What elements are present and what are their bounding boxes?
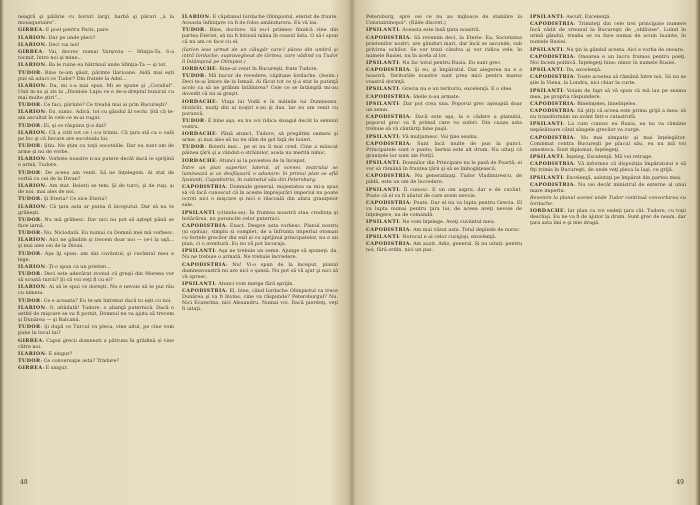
- speaker-name: IORDACHE: [182, 131, 217, 138]
- dialogue-paragraph: [366, 86, 522, 92]
- dialogue-paragraph: [182, 27, 338, 45]
- dialogue-paragraph: [530, 208, 686, 226]
- speaker-name: CAPODISTRIA: [182, 184, 226, 191]
- dialogue-text: : Sunt încă multe de pus la punct. Principatele sunt o punte; Serbia este alt drum. Nu uitaţi că graniţele lor sunt ale Porţii.: [366, 140, 522, 159]
- speaker-name: ILARION: [18, 156, 46, 163]
- dialogue-paragraph: [530, 21, 686, 45]
- dialogue-paragraph: [366, 60, 522, 66]
- dialogue-text: : Domnule general, majestatea sa mi-a spus să vă facă cunoscut că în aceste împrejurări imperiul nu poate ocroti nici o mişcare şi nici o răscoală din afara graniţelor sale.: [182, 184, 338, 209]
- dialogue-text: : Bine-ai venit în Bucureşti, frate Tudore.: [216, 65, 319, 72]
- right-column-2: [530, 14, 686, 469]
- dialogue-paragraph: (Iarion iese urmat de un călugăr care-l păzea din umbră şi intră Iordache, supravegheat de Girbea, care vădind cu Tudor îl întâmpină pe Olimpiot.): [182, 46, 338, 65]
- dialogue-text: : Aici ne gândim și trecem doar noi — ce-i la uşă... şi mai ales cei de la Divan.: [18, 237, 174, 250]
- right-page: [366, 14, 686, 492]
- speaker-name: TUDOR: [18, 69, 41, 76]
- speaker-name: IPSILANTI: [366, 27, 400, 34]
- dialogue-paragraph: [182, 73, 338, 97]
- speaker-name: TUDOR: [182, 73, 205, 80]
- dialogue-paragraph: [18, 35, 174, 41]
- dialogue-text: : Ce faci, părinte? Ce treabă mai ai prin Bucureşti?: [40, 102, 168, 109]
- speaker-name: IPSILANTI: [366, 233, 400, 240]
- dialogue-paragraph: [18, 83, 174, 101]
- dialogue-text: : Că ţara asta ar putea fi începutul. Dar să nu te grăbeşti.: [18, 203, 174, 216]
- speaker-name: IORDACHE: [182, 98, 217, 105]
- speaker-name: TUDOR: [18, 216, 41, 223]
- dialogue-paragraph: [18, 237, 174, 249]
- speaker-name: TUDOR: [18, 169, 41, 176]
- dialogue-text: : Bine, doctore. Să nu-l primesc fiindcă vine din partea Eteriei, să nu fi întinsă mâna în ceasul ăsta. O să-i spun că nu am ce face cu el.: [182, 27, 338, 46]
- speaker-name: CAPODISTRIA: [530, 21, 574, 28]
- dialogue-paragraph: [530, 108, 686, 120]
- dialogue-paragraph: [18, 358, 174, 364]
- speaker-name: IPSILANTI: [366, 186, 400, 193]
- left-column-1: [18, 14, 174, 469]
- dialogue-paragraph: Între un plan superior, lateral, al scenei, teatrului se luminează și se desfășoară o adunare: în primul plan se află Ipsilanti, Capodistria, în cabinetul său din Petersburg.: [182, 164, 338, 184]
- speaker-name: IPSILANTI: [366, 160, 400, 167]
- dialogue-paragraph: [366, 67, 522, 85]
- dialogue-paragraph: [18, 351, 174, 357]
- dialogue-paragraph: [366, 134, 522, 140]
- dialogue-paragraph: [366, 234, 522, 240]
- dialogue-paragraph: [182, 262, 338, 280]
- dialogue-paragraph: [530, 182, 686, 194]
- speaker-name: CAPODISTRIA: [366, 93, 410, 100]
- dialogue-text: : Îl cunosc. E un om aspru, dar e de cuvânt. Poate că el va fi aliatul de care avem nevoie.: [366, 186, 522, 199]
- dialogue-text: : Nu mă grăbesc. Dar nici nu pot să aştept până se face iarnă.: [18, 216, 174, 229]
- dialogue-text: : Vlaţa lui Vodă e în mâinile lui Dumnezeu. Hotărât, mulţi din ai noştri s-au şi dus. Iar eu am venit cu poruncă.: [182, 98, 338, 117]
- dialogue-text: : E singur.: [42, 365, 68, 372]
- dialogue-text: : Onoarea e un lucru frumos pentru poeţi. Noi facem politică. Înţelegeţi bine: nimic în numele Rusiei.: [530, 53, 686, 66]
- dialogue-text: : Nu generalizaţi. Tudor Vladimirescu, de pildă, este un om de încredere.: [366, 173, 522, 186]
- dialogue-text: : Iar plan cu voi vedeţi ţara căt. Tudore, cu toţii deschişi. Eu ne va fi de ajutor la drum. Sunt grec de neam, dar ţara asta îmi e şi mie dragă.: [530, 208, 686, 227]
- speaker-name: GIRBEA: [18, 27, 43, 34]
- speaker-name: CAPODISTRIA: [366, 240, 410, 247]
- right-column-1: [366, 14, 522, 469]
- dialogue-paragraph: [366, 173, 522, 185]
- dialogue-text: : Da, mi s-a mai spus. Mi se spune şi „Coraliul". Unii m-au şi zis la „Dionisie Lupu ce e de-a-dreptul bunicul cu mai multe ştiri”...: [18, 82, 174, 101]
- dialogue-text: : Am stat. Boierii se tem. Şi de turci, şi de ruşi, şi de noi, mai ales de noi.: [18, 182, 174, 196]
- speaker-name: ILARION: [182, 14, 210, 20]
- dialogue-text: (citindu-se): În fruntea noastră stau credinţa şi hotărârea, nu poruncile celor puternici.: [182, 209, 338, 222]
- dialogue-text: : Bineînţeles, bineînţeles.: [573, 100, 637, 107]
- speaker-name: GIRBEA: [18, 48, 43, 55]
- dialogue-text: : Bine te-am găsit, părinte Ilarioane. Aidă mai eşti pus să aduci ce Tudor? Din fratele la Adel...: [18, 69, 174, 82]
- speaker-name: ILARION: [18, 34, 46, 41]
- dialogue-paragraph: [18, 217, 174, 229]
- speaker-name: CAPODISTRIA: [182, 261, 226, 268]
- dialogue-paragraph: [182, 248, 338, 260]
- dialogue-text: : O, altădată! Tudore, o alianţă puternică. Dacă o astfel de mişcare se va fi pornit, Domnul ne va ajuta să trecem şi Dunărea — şi Balcanii.: [18, 304, 174, 323]
- speaker-name: IPSILANTI: [530, 174, 564, 181]
- dialogue-paragraph: [18, 170, 174, 182]
- speaker-name: TUDOR: [182, 117, 205, 124]
- speaker-name: CAPODISTRIA: [366, 114, 410, 121]
- dialogue-paragraph: [18, 109, 174, 121]
- dialogue-paragraph: [530, 121, 686, 133]
- dialogue-text: : Exact. Despre asta vorbesc. Planul nostru (și opinia), simplu și complet, de a înfrunta imperiul otoman cu forțele grecilor din exil și cu sprijinul principatelor, nu e un plan, ci o aventură. Eu nu vă pot încuraja.: [182, 222, 338, 248]
- dialogue-text: : Înţeleg, Excelenţă. Mă voi retrage.: [563, 154, 653, 161]
- speaker-name: ILARION: [18, 62, 46, 69]
- dialogue-text: : La cum cunosc eu Rusia, ea nu va rămâne nepăsătoare când sângele grecilor va curge.: [530, 121, 686, 134]
- dialogue-paragraph: [366, 14, 522, 26]
- dialogue-paragraph: [366, 27, 522, 33]
- dialogue-text: : Şi Eteria? Ce zice Eteria?: [40, 196, 107, 203]
- dialogue-paragraph: [530, 74, 686, 86]
- dialogue-text: : Şi eu, şi împăratul. Dar alegerea nu e a noastră. Teritoriile noastre sunt prea mici pentru marea voastră dorinţă.: [366, 67, 522, 86]
- dialogue-paragraph: Revenim la planul scenei unde Tudor continuă convorbirea cu Iordache.: [530, 195, 686, 208]
- speaker-name: ILARION: [18, 41, 46, 48]
- dialogue-paragraph: [366, 241, 522, 253]
- dialogue-text: : Da, excelenţă.: [563, 67, 602, 74]
- dialogue-text: : Aşa îţi spun: am dat cuvântul; şi cuvântul meu e lege.: [18, 250, 174, 263]
- speaker-name: CAPODISTRIA: [530, 53, 574, 60]
- dialogue-text: : Dar pot crea una. Poporul grec aşteaptă doar un semn.: [366, 100, 522, 113]
- dialogue-paragraph: [530, 54, 686, 66]
- dialogue-text: : Să ştiţi că aceea este prima grijă a mea: să nu transformăm un avânt într-o catastrofă.: [530, 108, 686, 121]
- dialogue-text: : Capul grecii domnești a pătruns în grădină și vine către noi.: [18, 337, 174, 350]
- speaker-name: IPSILANTI: [182, 280, 216, 287]
- dialogue-paragraph: [18, 204, 174, 216]
- dialogue-paragraph: [530, 135, 686, 153]
- speaker-name: ILARION: [18, 263, 46, 270]
- speaker-name: TUDOR: [182, 27, 205, 34]
- speaker-name: TUDOR: [18, 358, 41, 365]
- speaker-name: TUDOR: [18, 271, 41, 278]
- speaker-name: IPSILANTI: [366, 59, 400, 66]
- speaker-name: ILARION: [18, 129, 46, 136]
- dialogue-paragraph: [18, 365, 174, 371]
- dialogue-paragraph: [530, 88, 686, 100]
- speaker-name: CAPODISTRIA: [530, 181, 574, 188]
- dialogue-paragraph: [18, 70, 174, 82]
- speaker-name: TUDOR: [18, 250, 41, 257]
- speaker-name: GIRBEA: [18, 337, 43, 344]
- dialogue-paragraph: [18, 62, 174, 68]
- dialogue-paragraph: [18, 123, 174, 129]
- speaker-name: TUDOR: [18, 102, 41, 109]
- dialogue-paragraph: [18, 298, 174, 304]
- speaker-name: CAPODISTRIA: [366, 226, 410, 233]
- speaker-name: ILARION: [18, 237, 46, 244]
- speaker-name: ILARION: [18, 284, 46, 291]
- dialogue-paragraph: [18, 251, 174, 263]
- speaker-name: CAPODISTRIA: [530, 100, 574, 107]
- dialogue-paragraph: [18, 27, 174, 33]
- dialogue-paragraph: [530, 101, 686, 107]
- dialogue-text: : Nu. Niciodată. Eu numai cu Domnii mei mă vorbesc.: [40, 230, 174, 237]
- dialogue-text: : Ei, şi ce răspuns ţi-a dat?: [40, 122, 107, 129]
- speaker-name: GIRBEA: [18, 365, 43, 372]
- speaker-name: IORDACHE: [182, 157, 217, 164]
- speaker-name: IORDACHE: [182, 65, 217, 72]
- dialogue-paragraph: [18, 305, 174, 323]
- speaker-name: IPSILANTI: [530, 14, 564, 20]
- speaker-name: CAPODISTRIA: [366, 173, 410, 180]
- dialogue-text: : Nu mai simpatic şi mai înţelegător. Combinat contra Bucureşti pe placul său, eu nu mă voi amesteca. Sunt diplomat, înţelegeţi.: [530, 134, 686, 153]
- speaker-name: IPSILANTI: [366, 219, 400, 226]
- speaker-name: CAPODISTRIA: [182, 288, 226, 295]
- dialogue-paragraph: [530, 161, 686, 173]
- dialogue-text: : Deci este adevărat zvonul că greşii din Moreea vor să scoată turcii? Şi că voi veţi fi cu ei?: [18, 271, 174, 284]
- speaker-name: TUDOR: [18, 122, 41, 129]
- speaker-name: CAPODISTRIA: [366, 140, 410, 147]
- speaker-name: IORDACHE: [530, 208, 565, 215]
- dialogue-text: : Dar pe unde pleci?: [45, 34, 96, 41]
- dialogue-paragraph: [182, 66, 338, 72]
- speaker-name: TUDOR: [18, 230, 41, 237]
- dialogue-text: : Vorbele noastre n-au putere decât dacă le sprijină o armă, Tudore.: [18, 156, 174, 169]
- dialogue-text: : Nu fac totul pentru Rusia. Eu sunt grec.: [399, 59, 502, 66]
- speaker-name: CAPODISTRIA: [530, 134, 574, 141]
- dialogue-text: : Aceasta este însă ţinta noastră.: [399, 27, 481, 34]
- dialogue-text: : Aşa ne trebuie un semn. Ajunge să spuneţi: da. Nu ne trebuie o armată. Ne trebuie încredere.: [182, 248, 338, 261]
- dialogue-paragraph: [18, 156, 174, 168]
- dialogue-text: : Ideile n-au armate.: [409, 93, 461, 100]
- speaker-name: ILARION: [18, 109, 46, 116]
- speaker-name: IPSILANTI: [530, 87, 564, 94]
- dialogue-text: : Voiam de fapt să vă spun că mă iau pe seama mea, pe propria răspundere.: [530, 87, 686, 100]
- dialogue-paragraph: [530, 14, 686, 20]
- dialogue-text: : El, bine, când Iordache Olimpiotul va trece Dunărea şi va fi învins, cine va răspunde? Petersburgul? Nu. Nici Ecaterina, nici Alexandru. Numai voi. Dacă pierdeţi, veţi fi uitaţi.: [182, 288, 338, 313]
- speaker-name: TUDOR: [182, 144, 205, 151]
- dialogue-paragraph: [18, 271, 174, 283]
- dialogue-text: : E singur?: [45, 350, 73, 357]
- speaker-name: IPSILANTI: [366, 86, 400, 93]
- dialogue-paragraph: [18, 196, 174, 202]
- dialogue-paragraph: [182, 99, 338, 117]
- dialogue-paragraph: [182, 281, 338, 287]
- dialogue-text: : Grecia nu e un teritoriu, excelenţă. E o idee.: [399, 86, 513, 93]
- speaker-name: CAPODISTRIA: [530, 108, 574, 115]
- dialogue-paragraph: [18, 183, 174, 195]
- speaker-name: IPSILANTI: [366, 133, 400, 140]
- speaker-name: IPSILANTI: [182, 209, 216, 216]
- speaker-name: ILARION: [18, 304, 46, 311]
- dialogue-text: : Vai, decrec numai Varşovia — Sfinţia-Ta. S-a tocmit, între noi şi mine...: [18, 48, 174, 62]
- speaker-name: TUDOR: [18, 143, 41, 150]
- dialogue-text: : Vă informez că dispoziţia împăratului e să fiţi trimis în Bucureşti, de unde veţi pleca la Iaşi, cu grijă.: [530, 161, 686, 174]
- left-column-2: [182, 14, 338, 469]
- dialogue-paragraph: [18, 284, 174, 296]
- dialogue-text: : Atunci vom merge fără sprijin.: [215, 280, 294, 287]
- dialogue-paragraph: [18, 324, 174, 336]
- dialogue-text: : Dacă este aşa, la o cădere a planului, poporul grec va fi primul care va suferi. Din cauza asta trebuie să vă cântăriţi bine paşii.: [366, 114, 522, 133]
- dialogue-paragraph: [182, 223, 338, 247]
- dialogue-text: : Mă bucur de revedere, căpitane Iordache. (Iesim.) Deci te-ai întors de la Ismail. Ai făcut tot ce ţi-a stat în putinţă acolo ca să ne grăbim întâlnirea? Cele ce se întâmplă mi-au dovedit că nu ai greşit.: [182, 73, 338, 98]
- dialogue-paragraph: [366, 227, 522, 233]
- dialogue-text: : Poate. Dar el nu va lupta pentru Grecia. El va lupta numai pentru ţara lui, de aceea aveţi nevoie de înţelegere, nu de comandă.: [366, 199, 522, 219]
- dialogue-text: : Toate acestea să rămână între noi. Să nu se ştie la Viena, la Londra, nici chiar la curte.: [530, 74, 686, 87]
- dialogue-text: : Eu, nimic. Adică, tot cu gândul ăl vechi. Ştii că te-am ascultat în cele ce m-ai rugat.: [18, 109, 174, 122]
- dialogue-text: : Domnilor din Principate nu le pasă de Poartă; ei vor să rămână în fruntea ţării şi să se îmbogăţească.: [366, 160, 522, 173]
- speaker-name: ILARION: [18, 182, 46, 189]
- dialogue-paragraph: [366, 219, 522, 225]
- dialogue-paragraph: [182, 210, 338, 222]
- dialogue-text: : Ne vom înţelege. Aveţi cuvântul meu.: [399, 219, 496, 226]
- left-page: [18, 14, 338, 492]
- speaker-name: ILARION: [18, 82, 46, 89]
- dialogue-paragraph: [366, 101, 522, 113]
- dialogue-paragraph: [18, 130, 174, 142]
- dialogue-paragraph: [18, 14, 174, 26]
- dialogue-text: : Până atunci, Tudore, să pregătim oameni şi arme, şi mai ales să nu ne dăm de gol faţă de boieri.: [182, 131, 338, 144]
- page-number-left: 48: [20, 479, 28, 486]
- speaker-name: TUDOR: [18, 297, 41, 304]
- dialogue-text: : Că a citit tot ce i s-a trimis. Că ţara stă ca o oală pe foc şi că fiecare are socoteala lui.: [18, 129, 174, 142]
- dialogue-paragraph: [182, 288, 338, 312]
- speaker-name: CAPODISTRIA: [530, 74, 574, 81]
- dialogue-text: : Am auzit. Adio, general. Și nu uitați: pentru noi, fără ordin, nici un pas.: [366, 240, 522, 254]
- dialogue-paragraph: [182, 131, 338, 143]
- speaker-name: CAPODISTRIA: [182, 222, 226, 229]
- dialogue-text: : Şi după ce Turcul va pleca, vine altul, pe cine vom pune în locul lui?: [18, 324, 174, 337]
- speaker-name: CAPODISTRIA: [366, 34, 410, 41]
- speaker-name: ILARION: [18, 350, 46, 357]
- dialogue-text: : Ce conversaţie asta? Trădare?: [40, 358, 120, 365]
- dialogue-text: : Atunci ai la povestea de la început.: [216, 157, 307, 164]
- dialogue-paragraph: [530, 154, 686, 160]
- dialogue-text: : De aceea am venit. Să ne înţelegem. Ai stat de vorbă cu cei de la Divan?: [18, 169, 174, 182]
- speaker-name: TUDOR: [18, 196, 41, 203]
- dialogue-paragraph: [18, 49, 174, 61]
- speaker-name: CAPODISTRIA: [530, 161, 574, 168]
- dialogue-paragraph: [366, 114, 522, 132]
- dialogue-paragraph: [530, 67, 686, 73]
- speaker-name: CAPODISTRIA: [366, 199, 410, 206]
- dialogue-text: : Vă mulţumesc. Voi ţine seama.: [399, 133, 479, 140]
- speaker-name: CAPODISTRIA: [366, 67, 410, 74]
- dialogue-text: : Ce e aceasta? Eu te-am întrebat dacă tu eşti cu noi.: [40, 297, 172, 304]
- speaker-name: IPSILANTI: [530, 67, 564, 74]
- dialogue-text: : Ascult, Excelenţă.: [563, 14, 611, 20]
- dialogue-paragraph: [182, 184, 338, 208]
- dialogue-text: : E post pentru Paris, pare.: [42, 27, 110, 34]
- dialogue-text: : E căpitanul Iordache Olimpiotul, eterist de frunte. Aceasta înfiinţare va fi de folos amândurora. Eu vă las.: [182, 14, 338, 27]
- dialogue-text: neagră şi pălărie cu boruri largi, barbă şi păruri „à la mousquetaire”.: [18, 14, 174, 27]
- dialogue-text: : Deci vai noi!: [45, 41, 80, 48]
- dialogue-text: : Ai să le spui ce doreşti. Nu e nevoie să te pui rău cu nimeni.: [18, 284, 174, 297]
- dialogue-text: : Am mai văzut asta. Totul depinde de noroc.: [409, 226, 521, 233]
- dialogue-paragraph: [366, 200, 522, 218]
- dialogue-text: : Ţi-o spun ca un prieten...: [45, 263, 111, 270]
- dialogue-paragraph: [18, 143, 174, 155]
- dialogue-paragraph: [366, 160, 522, 172]
- dialogue-text: : Trimiteţi din cele trei principate numere încă vădit de vreunul la Bucureşti de „oblăvise". Luînd în urmă gândul, treaba se va face numai de acum înainte, în numele Rusiei.: [530, 21, 686, 46]
- dialogue-text: : Nu ţin la gândul acesta. Aici e vorba de onoare.: [563, 46, 685, 53]
- dialogue-paragraph: [18, 264, 174, 270]
- page-number-right: 49: [676, 479, 684, 486]
- dialogue-paragraph: [366, 141, 522, 159]
- speaker-name: IPSILANTI: [530, 46, 564, 53]
- dialogue-paragraph: [530, 47, 686, 53]
- speaker-name: IPSILANTI: [182, 248, 216, 255]
- dialogue-paragraph: [366, 35, 522, 59]
- dialogue-paragraph: [18, 230, 174, 236]
- speaker-name: IPSILANTI: [530, 154, 564, 161]
- dialogue-paragraph: [18, 42, 174, 48]
- dialogue-text: : Nu vei decât ministrul de externe al unui mare imperiu.: [530, 181, 686, 194]
- dialogue-text: : E bine aşa, eu nu voi ridica steagul decât la semnul vostru.: [182, 117, 338, 130]
- dialogue-paragraph: [530, 175, 686, 181]
- dialogue-paragraph: [366, 187, 522, 199]
- dialogue-paragraph: [366, 94, 522, 100]
- speaker-name: IPSILANTI: [366, 100, 400, 107]
- dialogue-paragraph: [182, 158, 338, 164]
- dialogue-text: : Excelenţă, salutaţi pe împărat din partea mea.: [563, 174, 682, 181]
- dialogue-text: Petersburg, spre cei ce nu au mijloace de stabilire la Constantinopol". (Râde discret.): [366, 14, 522, 27]
- dialogue-paragraph: [182, 144, 338, 156]
- speaker-name: ILARION: [18, 203, 46, 210]
- dialogue-text: : Să revenim deci, la Eterie. Ea, Societatea prietenilor noștri, are gânduri mari, dar încă se ascunde, sub privirea ochilor. Se vor trezi cândva şi vor ridica vele, în numele Rusiei, nu în acela al lor.: [366, 34, 522, 59]
- dialogue-text: : Ştiu. Ne ştim cu toţii socotelile. Dar eu sunt om de arme şi nu de vorbe.: [18, 143, 174, 156]
- dialogue-paragraph: [182, 14, 338, 26]
- speaker-name: TUDOR: [18, 324, 41, 331]
- dialogue-text: : Nu! Vi-o spun de la început, planul dumneavoastră nu are nici o şansă. Nu pot să vă ajut şi nici să vă opresc.: [182, 261, 338, 280]
- dialogue-paragraph: [18, 102, 174, 108]
- dialogue-text: : Boierii mei... pe ei nu îi mai cred. Cine a mâncat pâinea ţării şi a vândut-o străinilor, acela nu merită nimic.: [182, 144, 338, 157]
- speaker-name: IPSILANTI: [530, 121, 564, 128]
- dialogue-text: : Ba le ruine ea bătrânul unde Sfinţia-Ta — şi tot.: [45, 62, 167, 69]
- dialogue-text: : Norocul e al celor curajoşi, excelenţă.: [399, 233, 497, 240]
- dialogue-paragraph: [182, 118, 338, 130]
- dialogue-paragraph: [18, 338, 174, 350]
